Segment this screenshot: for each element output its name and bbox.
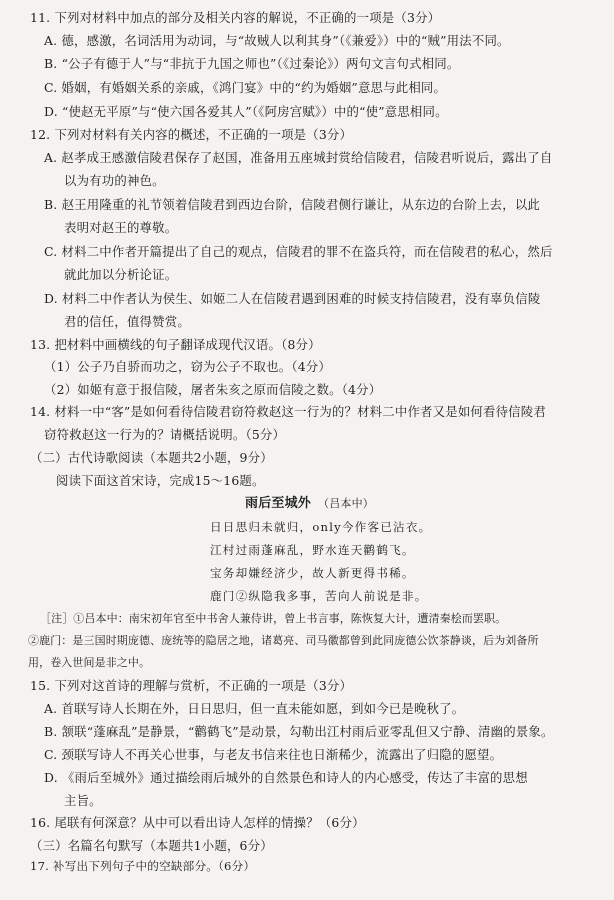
q12-option-b-line1: B. 赵王用隆重的礼节领着信陵君到西边台阶，信陵君侧行谦让，从东边的台阶上去，以此 — [44, 197, 541, 212]
q17-stem: 17. 补写出下列句子中的空缺部分。（6分） — [30, 859, 256, 873]
q15-option-b: B. 颔联“蓬麻乱”是静景，“鹳鹤飞”是动景，勾勒出江村雨后亚零乱但又宁静、清幽的景象。 — [44, 724, 554, 739]
section2-heading: （二）古代诗歌阅读（本题共2小题，9分） — [30, 450, 273, 465]
q13-sentence-2: （2）如姬有意于报信陵，屠者朱亥之原而信陵之数。（4分） — [44, 382, 382, 397]
q11-option-a: A. 德，感激，名词活用为动词，与“故贼人以利其身”（《兼爱》）中的“贼”用法不同。 — [44, 33, 510, 48]
q11-option-d: D. “使赵无平原”与“使六国各爱其人”（《阿房宫赋》）中的“使”意思相同。 — [44, 104, 448, 119]
q12-option-c-line2: 就此加以分析论证。 — [64, 267, 178, 282]
q13-stem: 13. 把材料中画横线的句子翻译成现代汉语。（8分） — [30, 337, 321, 352]
poem-line-3: 宝务却嫌经济少，故人新更得书稀。 — [210, 566, 415, 580]
poem-title: 雨后至城外 — [245, 496, 312, 511]
q11-stem: 11. 下列对材料中加点的部分及相关内容的解说，不正确的一项是（3分） — [30, 10, 441, 25]
q15-stem: 15. 下列对这首诗的理解与赏析，不正确的一项是（3分） — [30, 678, 353, 693]
q12-option-a-line2: 以为有功的神色。 — [64, 173, 165, 188]
q12-option-b-line2: 表明对赵王的尊敬。 — [64, 220, 178, 235]
poem-author: （吕本中） — [318, 497, 374, 510]
q12-option-a-line1: A. 赵孝成王感激信陵君保存了赵国，准备用五座城封赏给信陵君，信陵君听说后，露出了自 — [44, 150, 553, 165]
q12-stem: 12. 下列对材料有关内容的概述，不正确的一项是（3分） — [30, 127, 353, 142]
q13-sentence-1: （1）公子乃自骄而功之，窃为公子不取也。（4分） — [44, 359, 331, 374]
q12-option-c-line1: C. 材料二中作者开篇提出了自己的观点，信陵君的罪不在盗兵符，而在信陵君的私心，然后 — [44, 244, 553, 259]
poem-note-line2: ②鹿门：是三国时期庞德、庞统等的隐居之地，诸葛亮、司马徽都曾到此同庞德公饮茶静谈，后为刘备所 — [28, 634, 539, 647]
q12-option-d-line1: D. 材料二中作者认为侯生、如姬二人在信陵君遇到困难的时候支持信陵君，没有辜负信陵 — [44, 291, 541, 306]
q14-line2: 窃符救赵这一行为的？请概括说明。（5分） — [44, 427, 286, 442]
poem-line-2: 江村过雨蓬麻乱，野水连天鹳鹤飞。 — [210, 543, 415, 557]
q14-line1: 14. 材料一中“客”是如何看待信陵君窃符救赵这一行为的？材料二中作者又是如何看待信陵君 — [30, 404, 546, 419]
q16-stem: 16. 尾联有何深意？从中可以看出诗人怎样的情操？（6分） — [30, 815, 365, 830]
poem-line-4: 鹿门②纵隐我多事，苦向人前说是非。 — [210, 589, 428, 603]
q15-option-a: A. 首联写诗人长期在外，日日思归，但一直未能如愿，到如今已是晚秋了。 — [44, 701, 465, 716]
poem-note-line3: 用，卷入世间是非之中。 — [28, 656, 151, 669]
section2-intro: 阅读下面这首宋诗，完成15～16题。 — [56, 473, 265, 488]
section3-heading: （三）名篇名句默写（本题共1小题，6分） — [30, 838, 273, 853]
q15-option-d-line1: D. 《雨后至城外》通过描绘雨后城外的自然景色和诗人的内心感受，传达了丰富的思想 — [44, 770, 528, 785]
poem-note-line1: ［注］①吕本中：南宋初年官至中书舍人兼侍讲，曾上书言事，陈恢复大计，遭清秦桧而罢职。 — [40, 612, 507, 625]
q15-option-d-line2: 主旨。 — [64, 793, 102, 808]
q11-option-c: C. 婚姻，有婚姻关系的亲戚，《鸿门宴》中的“约为婚姻”意思与此相同。 — [44, 80, 447, 95]
q11-option-b: B. “公子有德于人”与“非抗于九国之师也”（《过秦论》）两句文言句式相同。 — [44, 56, 460, 71]
poem-line-1: 日日思归未就归，only今作客已沾衣。 — [210, 520, 432, 534]
q12-option-d-line2: 君的信任，值得赞赏。 — [64, 314, 190, 329]
q15-option-c: C. 颈联写诗人不再关心世事，与老友书信来往也日渐稀少，流露出了归隐的愿望。 — [44, 747, 503, 762]
